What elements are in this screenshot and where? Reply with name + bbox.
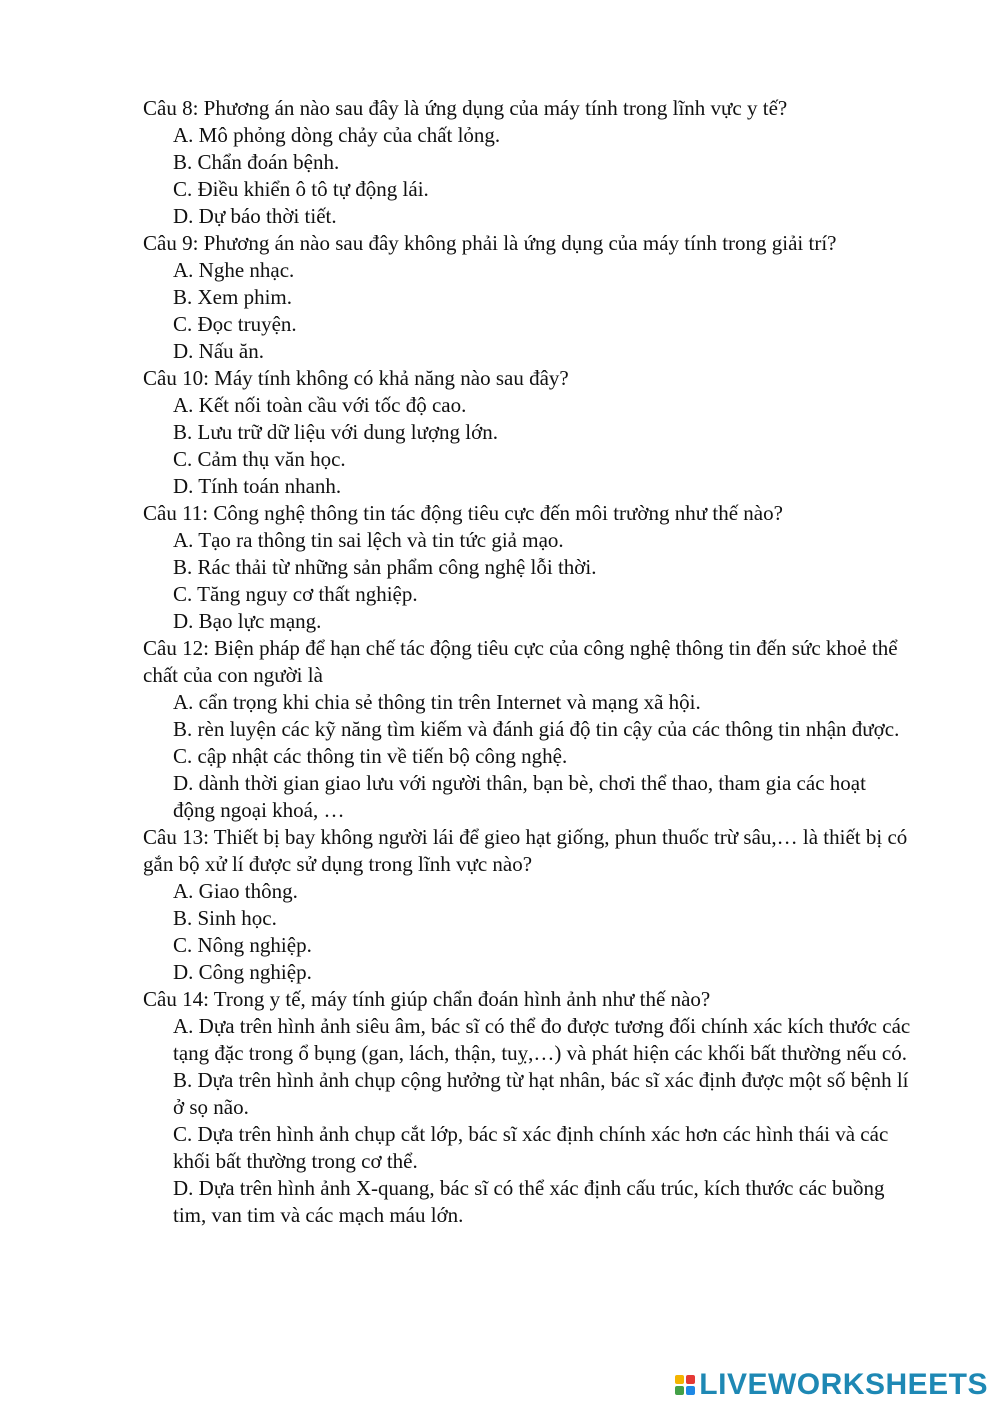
option-d: D. dành thời gian giao lưu với người thân, bạn bè, chơi thể thao, tham gia các hoạt động ngoại khoá, … [173, 771, 866, 822]
option-c: C. Tăng nguy cơ thất nghiệp. [173, 582, 418, 606]
question-13 [143, 824, 913, 986]
option-a: A. Giao thông. [173, 879, 298, 903]
question-12 [143, 635, 913, 824]
option-b: B. Sinh học. [173, 906, 277, 930]
question-stem: Câu 9: Phương án nào sau đây không phải là ứng dụng của máy tính trong giải trí? [143, 231, 837, 255]
option-a: A. Nghe nhạc. [173, 258, 295, 282]
option-a: A. Dựa trên hình ảnh siêu âm, bác sĩ có thể đo được tương đối chính xác kích thước các tạng đặc trong ổ bụng (gan, lách, thận, tuỵ,…) và phát hiện các khối bất thường nếu có. [173, 1014, 911, 1065]
option-c: C. Đọc truyện. [173, 312, 297, 336]
option-d: D. Tính toán nhanh. [173, 474, 342, 498]
option-a: A. Kết nối toàn cầu với tốc độ cao. [173, 393, 467, 417]
option-b: B. rèn luyện các kỹ năng tìm kiếm và đánh giá độ tin cậy của các thông tin nhận được. [173, 717, 900, 741]
option-d: D. Dự báo thời tiết. [173, 204, 337, 228]
question-9 [143, 230, 913, 365]
question-stem: Câu 11: Công nghệ thông tin tác động tiêu cực đến môi trường như thế nào? [143, 501, 783, 525]
question-stem: Câu 8: Phương án nào sau đây là ứng dụng của máy tính trong lĩnh vực y tế? [143, 96, 788, 120]
logo-square [686, 1386, 695, 1395]
option-b: B. Chẩn đoán bệnh. [173, 150, 340, 174]
logo-square [686, 1375, 695, 1384]
question-11 [143, 500, 913, 635]
question-14 [143, 986, 913, 1229]
option-c: C. Cảm thụ văn học. [173, 447, 346, 471]
question-stem: Câu 10: Máy tính không có khả năng nào sau đây? [143, 366, 569, 390]
worksheet-content [143, 95, 913, 1229]
option-c: C. Điều khiển ô tô tự động lái. [173, 177, 429, 201]
question-stem: Câu 13: Thiết bị bay không người lái để gieo hạt giống, phun thuốc trừ sâu,… là thiết bị có gắn bộ xử lí được sử dụng trong lĩnh vực nào? [143, 825, 908, 876]
option-a: A. Mô phỏng dòng chảy của chất lỏng. [173, 123, 501, 147]
logo-square [675, 1386, 684, 1395]
logo-square [675, 1375, 684, 1384]
option-d: D. Bạo lực mạng. [173, 609, 322, 633]
option-a: A. cẩn trọng khi chia sẻ thông tin trên Internet và mạng xã hội. [173, 690, 701, 714]
option-d: D. Nấu ăn. [173, 339, 264, 363]
option-b: B. Dựa trên hình ảnh chụp cộng hưởng từ hạt nhân, bác sĩ xác định được một số bệnh lí ở sọ não. [173, 1068, 909, 1119]
option-d: D. Dựa trên hình ảnh X-quang, bác sĩ có thể xác định cấu trúc, kích thước các buồng tim, van tim và các mạch máu lớn. [173, 1176, 885, 1227]
option-c: C. Dựa trên hình ảnh chụp cắt lớp, bác sĩ xác định chính xác hơn các hình thái và các khối bất thường trong cơ thể. [173, 1122, 889, 1173]
option-a: A. Tạo ra thông tin sai lệch và tin tức giả mạo. [173, 528, 564, 552]
question-stem: Câu 12: Biện pháp để hạn chế tác động tiêu cực của công nghệ thông tin đến sức khoẻ thể chất của con người là [143, 636, 898, 687]
liveworksheets-brand [675, 1370, 988, 1400]
option-b: B. Xem phim. [173, 285, 292, 309]
question-8 [143, 95, 913, 230]
option-d: D. Công nghiệp. [173, 960, 312, 984]
question-10 [143, 365, 913, 500]
option-c: C. cập nhật các thông tin về tiến bộ công nghệ. [173, 744, 568, 768]
question-stem: Câu 14: Trong y tế, máy tính giúp chẩn đoán hình ảnh như thế nào? [143, 987, 711, 1011]
option-c: C. Nông nghiệp. [173, 933, 312, 957]
option-b: B. Rác thải từ những sản phẩm công nghệ lỗi thời. [173, 555, 597, 579]
option-b: B. Lưu trữ dữ liệu với dung lượng lớn. [173, 420, 498, 444]
liveworksheets-logo-icon [675, 1375, 695, 1395]
brand-name: LIVEWORKSHEETS [699, 1368, 988, 1401]
